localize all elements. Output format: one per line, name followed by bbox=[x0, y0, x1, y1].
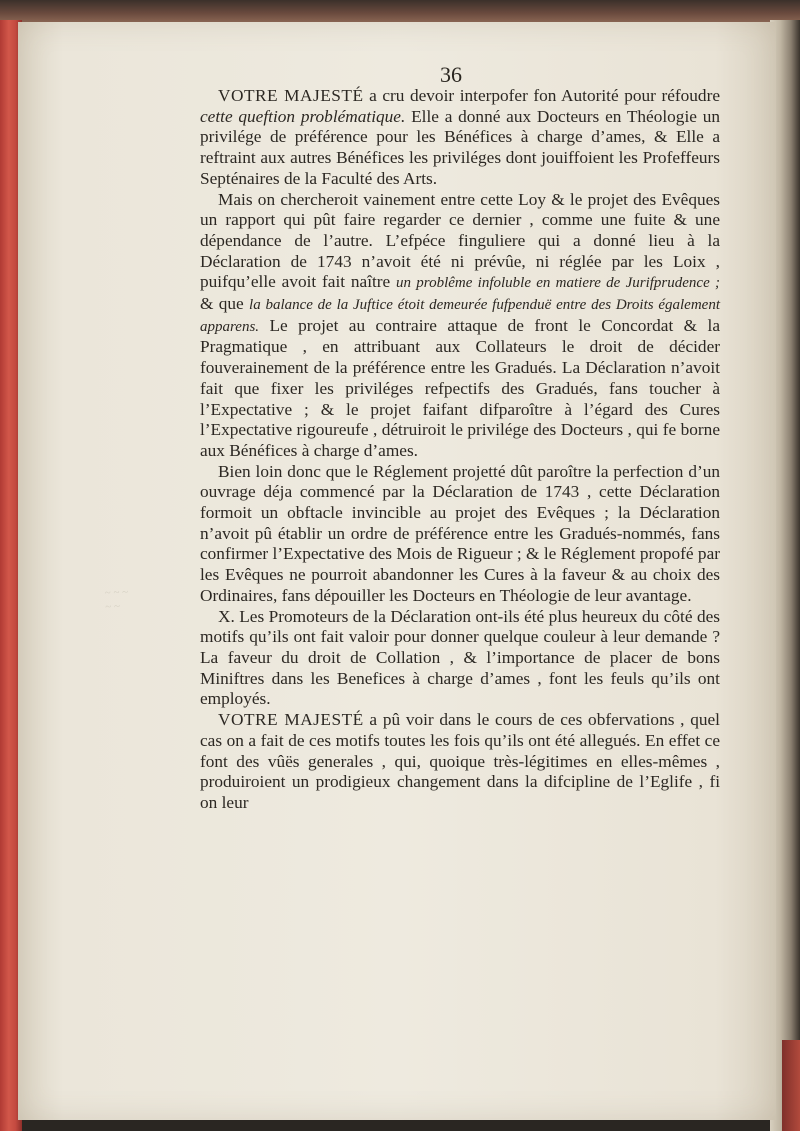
text-segment: a cru devoir interpofer fon Autorité pour réfoudre bbox=[363, 86, 720, 105]
paragraph-4 bbox=[200, 607, 720, 711]
text-segment: Mais on chercheroit vainement entre cette Loy & le projet des Evêques un rapport qui pût faire regarder ce dernier , comme une fuite & une dépendance de l’autre. L’efpéce finguliere qui a donné lieu à la Déclaration de 1743 n’avoit été ni prévûe, ni réglée par les Loix , puifqu’elle avoit fait naître bbox=[200, 189, 720, 292]
italic-text: cette queftion problématique. bbox=[200, 106, 406, 126]
body-text bbox=[200, 86, 720, 814]
text-segment: Bien loin donc que le Réglement projetté dût paroître la perfection d’un ouvrage déja commencé par la Déclaration de 1743 , cette Déclaration formoit un obftacle invincible au projet des Evêques ; la Déclaration n’avoit pû établir un ordre de préférence entre les Gradués-nommés, fans confirmer l’Expectative des Mois de Rigueur ; & le Réglement propofé par les Evêques ne pourroit abandonner les Cures à la faveur & au choix des Ordinaires, fans dépouiller les Docteurs en Théologie de leur avantage. bbox=[200, 461, 720, 605]
book-binding bbox=[0, 0, 800, 24]
page-number: 36 bbox=[440, 62, 462, 87]
paragraph-2 bbox=[200, 190, 720, 462]
small-caps-text: VOTRE MAJESTÉ bbox=[218, 86, 364, 105]
small-caps-text: VOTRE MAJESTÉ bbox=[218, 710, 364, 730]
text-segment: Le projet au contraire attaque de front le Concordat & la Pragmatique , en attribuant aux Collateurs le droit de décider fouverainement de la préférence entre les Gradués. La Déclaration n’avoit fait que fixer les priviléges refpectifs des Gradués, fans toucher à l’Expectative ; & le projet faifant difparoître à l’égard des Cures l’Expectative rigoureufe , détruiroit le privilége des Docteurs , qui fe borne aux Bénéfices à charge d’ames. bbox=[200, 315, 720, 460]
text-segment: a pû voir dans le cours de ces obfervations , quel cas on a fait de ces motifs toutes les fois qu’ils ont été allegués. En effet ce font des vûës generales , qui, quoique très-légitimes en elles-mêmes , produiroient un prodigieux changement dans la difcipline de l’Eglife , fi on leur bbox=[200, 710, 720, 812]
text-segment: & que bbox=[200, 294, 250, 314]
italic-text: la balance de la Juftice étoit demeurée fufpenduë entre des Droits également apparens. bbox=[200, 297, 720, 335]
paragraph-3 bbox=[200, 462, 720, 607]
bleed-through-marks: ~ ~ ~ ~ ~ bbox=[104, 586, 129, 614]
text-segment: Elle a donné aux Docteurs en Théologie un privilége de préférence pour les Bénéfices à charge d’ames, & Elle a reftraint aux autres Bénéfices les priviléges dont jouiffoient les Profeffeurs Septénaires de la Faculté des Arts. bbox=[200, 106, 720, 188]
paragraph-1 bbox=[200, 86, 720, 190]
text-segment: X. Les Promoteurs de la Déclaration ont-ils été plus heureux du côté des motifs qu’ils ont fait valoir pour donner quelque couleur à leur demande ? La faveur du droit de Collation , & l’importance de placer de bons Miniftres dans les Benefices à charge d’ames , font les feuls qu’ils ont employés. bbox=[200, 606, 720, 709]
italic-text: un problême infoluble en matiere de Jurifprudence ; bbox=[396, 275, 720, 292]
paragraph-5 bbox=[200, 710, 720, 814]
